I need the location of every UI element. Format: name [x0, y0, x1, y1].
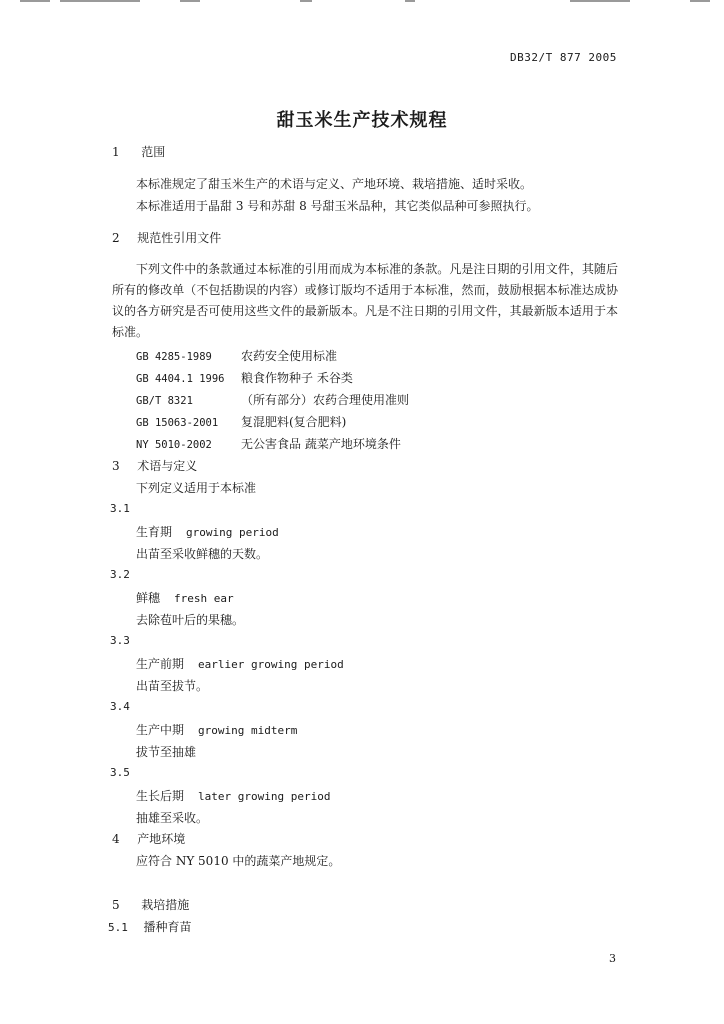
document-number: DB32/T 877 2005 [510, 51, 617, 64]
term-definition: 抽雄至采收。 [136, 811, 209, 825]
subsection-title: 播种育苗 [143, 920, 192, 934]
term-english: growing midterm [198, 724, 298, 737]
term-number: 3.3 [110, 634, 130, 647]
section-title: 范围 [141, 145, 166, 159]
term-heading [136, 523, 279, 540]
reference-name: 粮食作物种子 禾谷类 [241, 371, 353, 385]
section-number: 4 [112, 832, 120, 846]
term-chinese: 生产前期 [136, 657, 185, 671]
scan-top-edge [0, 0, 724, 3]
section-5-heading [112, 896, 189, 913]
term-definition: 出苗至采收鲜穗的天数。 [136, 547, 269, 561]
term-chinese: 鲜穗 [136, 591, 161, 605]
reference-row [136, 369, 353, 386]
section-title: 规范性引用文件 [137, 231, 222, 245]
reference-name: （所有部分）农药合理使用准则 [241, 393, 410, 407]
reference-code: GB 4285-1989 [136, 351, 212, 363]
term-number: 3.1 [110, 502, 130, 515]
term-chinese: 生长后期 [136, 789, 185, 803]
section-number: 5 [112, 898, 120, 912]
reference-row [136, 413, 346, 430]
reference-code: GB/T 8321 [136, 395, 193, 407]
term-number: 3.4 [110, 700, 130, 713]
term-heading [136, 721, 297, 738]
section-1-paragraph-1: 本标准规定了甜玉米生产的术语与定义、产地环境、栽培措施、适时采收。 [136, 177, 533, 191]
section-1-heading [112, 143, 165, 160]
term-definition: 拔节至抽雄 [136, 745, 197, 759]
section-3-intro: 下列定义适用于本标准 [136, 481, 257, 495]
term-number: 3.5 [110, 766, 130, 779]
section-number: 1 [112, 145, 120, 159]
reference-name: 复混肥料(复合肥料) [241, 415, 347, 429]
term-definition: 出苗至拔节。 [136, 679, 209, 693]
section-3-heading [112, 457, 197, 474]
section-1-paragraph-2: 本标准适用于晶甜 3 号和苏甜 8 号甜玉米品种，其它类似品种可参照执行。 [136, 199, 539, 213]
term-english: growing period [186, 526, 279, 539]
subsection-number: 5.1 [108, 921, 128, 934]
term-chinese: 生产中期 [136, 723, 185, 737]
term-chinese: 生育期 [136, 525, 173, 539]
term-heading [136, 589, 234, 606]
reference-name: 无公害食品 蔬菜产地环境条件 [241, 437, 401, 451]
section-title: 栽培措施 [141, 898, 190, 912]
reference-code: NY 5010-2002 [136, 439, 212, 451]
term-heading [136, 787, 330, 804]
reference-row [136, 435, 401, 452]
reference-code: GB 4404.1 1996 [136, 373, 225, 385]
reference-row [136, 347, 337, 364]
section-title: 产地环境 [137, 832, 186, 846]
term-english: later growing period [198, 790, 331, 803]
reference-row [136, 391, 409, 408]
term-english: earlier growing period [198, 658, 344, 671]
term-english: fresh ear [174, 592, 234, 605]
section-title: 术语与定义 [137, 459, 198, 473]
term-number: 3.2 [110, 568, 130, 581]
reference-code: GB 15063-2001 [136, 417, 219, 429]
section-4-paragraph: 应符合 NY 5010 中的蔬菜产地规定。 [136, 854, 341, 868]
section-4-heading [112, 830, 185, 847]
section-number: 2 [112, 231, 120, 245]
section-2-paragraph: 下列文件中的条款通过本标准的引用而成为本标准的条款。凡是注日期的引用文件，其随后所有的修改单（不包括勘误的内容）或修订版均不适用于本标准，然而，鼓励根据本标准达成协议的各方研究是否可使用这些文件的最新版本。凡是不注日期的引用文件，其最新版本适用于本标准。 [112, 262, 618, 339]
document-title: 甜玉米生产技术规程 [276, 110, 448, 131]
page-number: 3 [609, 952, 616, 965]
section-2-heading [112, 229, 221, 246]
term-heading [136, 655, 344, 672]
reference-name: 农药安全使用标准 [241, 349, 338, 363]
subsection-5-1-heading [108, 918, 192, 935]
term-definition: 去除苞叶后的果穗。 [136, 613, 245, 627]
section-number: 3 [112, 459, 120, 473]
